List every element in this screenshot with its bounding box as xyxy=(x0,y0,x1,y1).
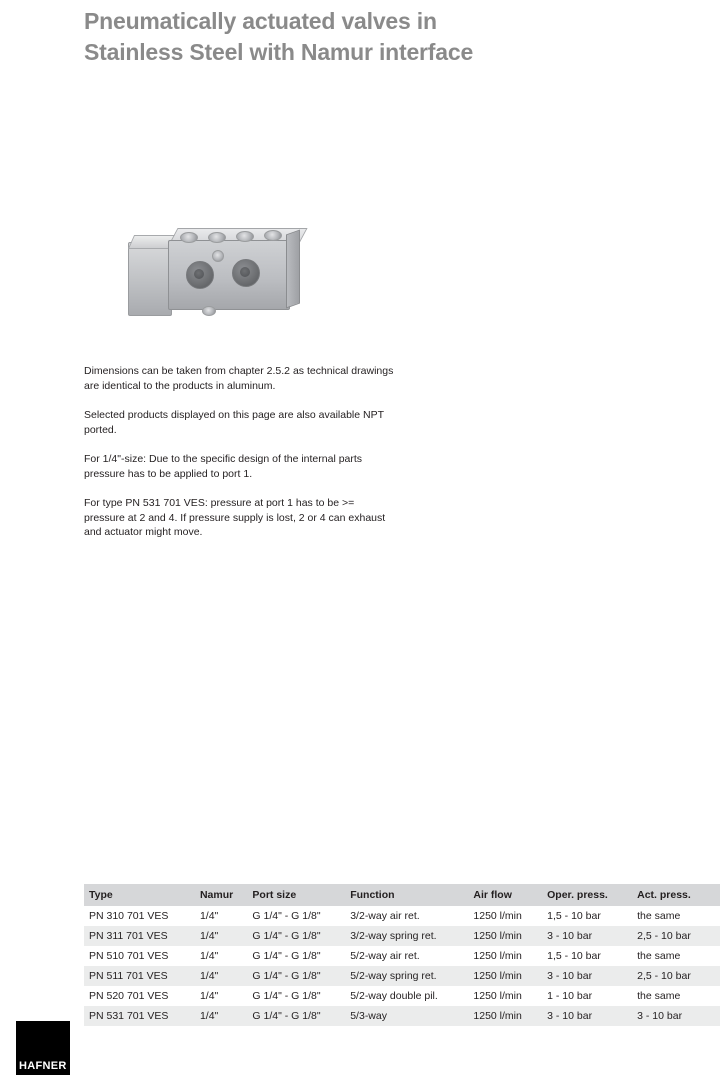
valve-left-block xyxy=(128,242,172,316)
cell-function: 5/2-way air ret. xyxy=(345,946,468,966)
valve-front-small-hole xyxy=(212,250,224,262)
valve-top-hole-1 xyxy=(180,232,198,243)
hafner-logo xyxy=(16,1021,70,1075)
cell-act-press: 2,5 - 10 bar xyxy=(632,966,720,986)
cell-oper-press: 3 - 10 bar xyxy=(542,926,632,946)
cell-oper-press: 3 - 10 bar xyxy=(542,1006,632,1026)
valve-front-port-1-bore xyxy=(194,269,204,279)
cell-act-press: 2,5 - 10 bar xyxy=(632,926,720,946)
table-row xyxy=(84,906,720,926)
valve-front-port-2-bore xyxy=(240,267,250,277)
cell-function: 3/2-way air ret. xyxy=(345,906,468,926)
column-header-act-press: Act. press. xyxy=(632,884,720,906)
table-row xyxy=(84,966,720,986)
cell-function: 3/2-way spring ret. xyxy=(345,926,468,946)
cell-port-size: G 1/4" - G 1/8" xyxy=(247,966,345,986)
cell-function: 5/3-way xyxy=(345,1006,468,1026)
cell-type: PN 511 701 VES xyxy=(84,966,195,986)
cell-type: PN 510 701 VES xyxy=(84,946,195,966)
cell-air-flow: 1250 l/min xyxy=(468,926,542,946)
product-image xyxy=(128,228,300,326)
cell-port-size: G 1/4" - G 1/8" xyxy=(247,946,345,966)
table-row xyxy=(84,926,720,946)
valve-right-face xyxy=(286,229,300,308)
cell-act-press: the same xyxy=(632,986,720,1006)
cell-port-size: G 1/4" - G 1/8" xyxy=(247,986,345,1006)
cell-port-size: G 1/4" - G 1/8" xyxy=(247,926,345,946)
cell-type: PN 311 701 VES xyxy=(84,926,195,946)
cell-oper-press: 1,5 - 10 bar xyxy=(542,946,632,966)
column-header-port-size: Port size xyxy=(247,884,345,906)
cell-namur: 1/4" xyxy=(195,1006,247,1026)
page-title-line-1: Pneumatically actuated valves in xyxy=(84,8,437,34)
cell-oper-press: 1,5 - 10 bar xyxy=(542,906,632,926)
cell-namur: 1/4" xyxy=(195,966,247,986)
table-row xyxy=(84,946,720,966)
cell-namur: 1/4" xyxy=(195,926,247,946)
table-row xyxy=(84,1006,720,1026)
cell-act-press: 3 - 10 bar xyxy=(632,1006,720,1026)
cell-function: 5/2-way spring ret. xyxy=(345,966,468,986)
column-header-function: Function xyxy=(345,884,468,906)
cell-air-flow: 1250 l/min xyxy=(468,966,542,986)
cell-type: PN 531 701 VES xyxy=(84,1006,195,1026)
column-header-oper-press: Oper. press. xyxy=(542,884,632,906)
column-header-namur: Namur xyxy=(195,884,247,906)
valve-top-hole-3 xyxy=(236,231,254,242)
note-1: Dimensions can be taken from chapter 2.5.2 as technical drawings are identical to the products in aluminum. xyxy=(84,365,394,392)
cell-namur: 1/4" xyxy=(195,946,247,966)
cell-port-size: G 1/4" - G 1/8" xyxy=(247,906,345,926)
cell-function: 5/2-way double pil. xyxy=(345,986,468,1006)
cell-air-flow: 1250 l/min xyxy=(468,906,542,926)
cell-namur: 1/4" xyxy=(195,906,247,926)
page-title xyxy=(84,6,684,68)
cell-type: PN 310 701 VES xyxy=(84,906,195,926)
cell-oper-press: 3 - 10 bar xyxy=(542,966,632,986)
note-3: For 1/4"-size: Due to the specific design of the internal parts pressure has to be applied to port 1. xyxy=(84,453,363,480)
valve-bottom-hole xyxy=(202,306,216,316)
cell-namur: 1/4" xyxy=(195,986,247,1006)
cell-air-flow: 1250 l/min xyxy=(468,986,542,1006)
table-header-row xyxy=(84,884,720,906)
valve-top-hole-4 xyxy=(264,230,282,241)
cell-act-press: the same xyxy=(632,906,720,926)
cell-air-flow: 1250 l/min xyxy=(468,1006,542,1026)
column-header-type: Type xyxy=(84,884,195,906)
notes-block xyxy=(84,364,394,540)
column-header-air-flow: Air flow xyxy=(468,884,542,906)
cell-port-size: G 1/4" - G 1/8" xyxy=(247,1006,345,1026)
cell-oper-press: 1 - 10 bar xyxy=(542,986,632,1006)
table-row xyxy=(84,986,720,1006)
note-2: Selected products displayed on this page are also available NPT ported. xyxy=(84,409,384,436)
cell-type: PN 520 701 VES xyxy=(84,986,195,1006)
note-4: For type PN 531 701 VES: pressure at port 1 has to be >= pressure at 2 and 4. If pressure supply is lost, 2 or 4 can exhaust and actuator might move. xyxy=(84,497,386,538)
hafner-logo-text: HAFNER xyxy=(19,1060,67,1072)
specifications-table xyxy=(84,884,720,1026)
page-title-line-2: Stainless Steel with Namur interface xyxy=(84,39,474,65)
cell-air-flow: 1250 l/min xyxy=(468,946,542,966)
valve-top-hole-2 xyxy=(208,232,226,243)
cell-act-press: the same xyxy=(632,946,720,966)
